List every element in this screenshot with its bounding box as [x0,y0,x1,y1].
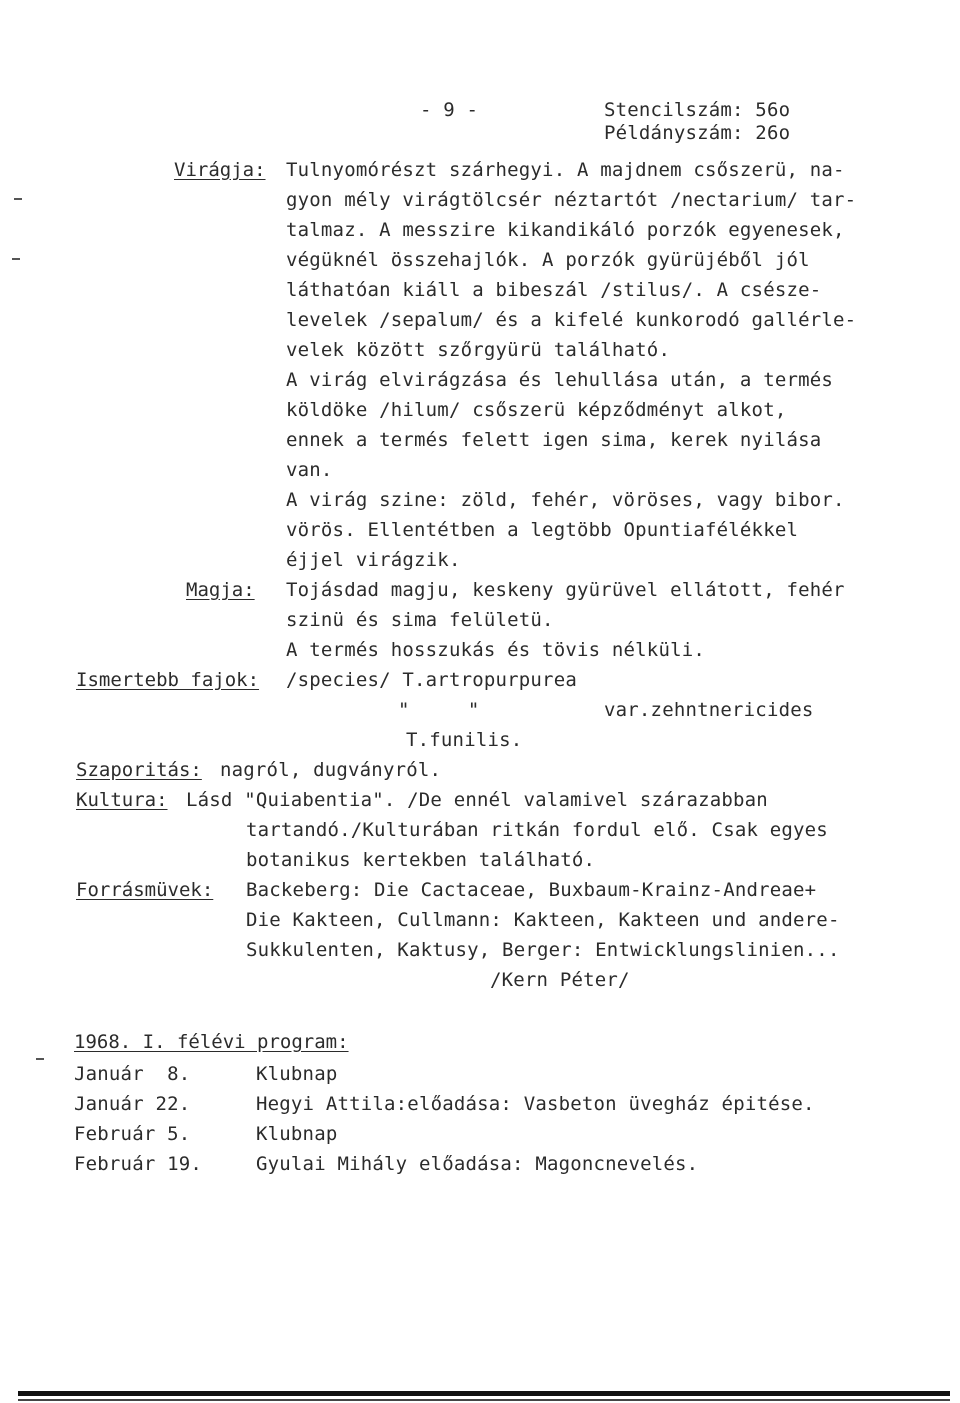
species-line-3: T.funilis. [406,729,523,751]
kultura-line-1: Lásd "Quiabentia". /De ennél valamivel szárazabban [186,789,768,811]
viragja-line-3: talmaz. A messzire kikandikáló porzók egyenesek, [286,219,845,241]
viragja-line-12: A virág szine: zöld, fehér, vöröses, vagy bibor. [286,489,845,511]
magja-line-3: A termés hosszukás és tövis nélküli. [286,639,706,661]
viragja-line-13: vörös. Ellentétben a legtöbb Opuntiafélékkel [286,519,799,541]
viragja-line-4: végüknél összehajlók. A porzók gyürüjéből jól [286,249,810,271]
margin-mark [36,1058,44,1060]
forrasmuvek-line-1: Backeberg: Die Cactaceae, Buxbaum-Krainz-Andreae+ [246,879,817,901]
program-date-3: Február 5. [74,1123,191,1145]
author-signature: /Kern Péter/ [490,969,630,991]
margin-mark [12,258,20,260]
program-title: 1968. I. félévi program: [74,1031,349,1053]
ismertebb-fajok-label: Ismertebb fajok: [76,669,260,691]
magja-label: Magja: [186,579,255,601]
program-date-1: Január 8. [74,1063,191,1085]
page-number: - 9 - [420,99,479,121]
page-bottom-rule-thin [18,1399,950,1401]
species-ditto: " " [398,699,480,721]
kultura-label: Kultura: [76,789,168,811]
kultura-line-3: botanikus kertekben található. [246,849,596,871]
kultura-line-2: tartandó./Kulturában ritkán fordul elő. Csak egyes [246,819,828,841]
viragja-line-7: velek között szőrgyürü található. [286,339,671,361]
species-line-1: /species/ T.artropurpurea [286,669,577,691]
viragja-line-10: ennek a termés felett igen sima, kerek nyilása [286,429,822,451]
margin-mark [14,198,22,200]
program-date-4: Február 19. [74,1153,203,1175]
viragja-line-5: láthatóan kiáll a bibeszál /stilus/. A csésze- [286,279,822,301]
viragja-line-14: éjjel virágzik. [286,549,461,571]
magja-line-1: Tojásdad magju, keskeny gyürüvel ellátott, fehér [286,579,845,601]
program-event-1: Klubnap [256,1063,338,1085]
program-event-2: Hegyi Attila:előadása: Vasbeton üvegház épitése. [256,1093,815,1115]
szaporitas-text: nagról, dugványról. [220,759,442,781]
viragja-line-1: Tulnyomórészt szárhegyi. A majdnem csőszerü, na- [286,159,845,181]
forrasmuvek-line-2: Die Kakteen, Cullmann: Kakteen, Kakteen und andere- [246,909,840,931]
forrasmuvek-line-3: Sukkulenten, Kaktusy, Berger: Entwicklungslinien... [246,939,840,961]
program-event-4: Gyulai Mihály előadása: Magoncnevelés. [256,1153,699,1175]
program-event-3: Klubnap [256,1123,338,1145]
viragja-line-9: köldöke /hilum/ csőszerü képződményt alkot, [286,399,787,421]
viragja-line-6: levelek /sepalum/ és a kifelé kunkorodó gallérle- [286,309,857,331]
szaporitas-label: Szaporitás: [76,759,202,781]
page-bottom-rule [18,1391,950,1396]
forrasmuvek-label: Forrásmüvek: [76,879,214,901]
magja-line-2: szinü és sima felületü. [286,609,554,631]
viragja-label: Virágja: [174,159,266,181]
viragja-line-2: gyon mély virágtölcsér néztartót /nectarium/ tar- [286,189,857,211]
program-date-2: Január 22. [74,1093,191,1115]
species-variety: var.zehntnericides [604,699,814,721]
viragja-line-8: A virág elvirágzása és lehullása után, a termés [286,369,834,391]
copies-number: Példányszám: 26o [604,122,791,144]
stencil-number: Stencilszám: 56o [604,99,791,121]
viragja-line-11: van. [286,459,333,481]
